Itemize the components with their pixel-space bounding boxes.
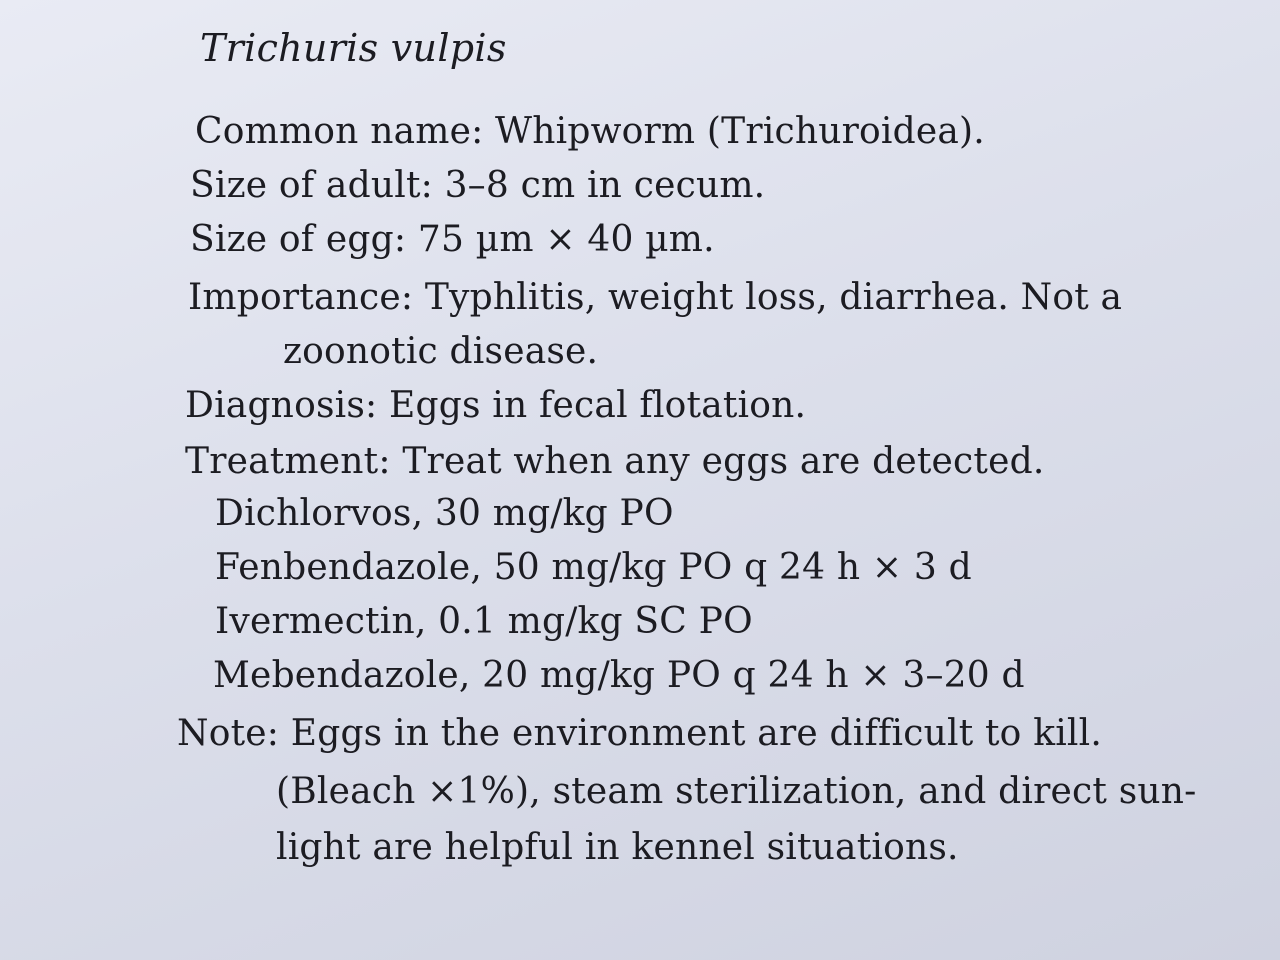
drug-line: Fenbendazole, 50 mg/kg PO q 24 h × 3 d xyxy=(215,547,972,588)
adult-size-line: Size of adult: 3–8 cm in cecum. xyxy=(190,165,766,206)
note-line-3: light are helpful in kennel situations. xyxy=(276,827,959,868)
species-title: Trichuris vulpis xyxy=(200,26,507,70)
treatment-line: Treatment: Treat when any eggs are detected. xyxy=(185,441,1045,482)
drug-line: Mebendazole, 20 mg/kg PO q 24 h × 3–20 d xyxy=(213,655,1025,696)
note-line-1: Note: Eggs in the environment are difficult to kill. xyxy=(177,713,1102,754)
diagnosis-line: Diagnosis: Eggs in fecal flotation. xyxy=(185,385,807,426)
drug-line: Ivermectin, 0.1 mg/kg SC PO xyxy=(215,601,753,642)
drug-line: Dichlorvos, 30 mg/kg PO xyxy=(215,493,674,534)
importance-line-2: zoonotic disease. xyxy=(283,331,599,372)
common-name-line: Common name: Whipworm (Trichuroidea). xyxy=(195,111,985,152)
note-line-2: (Bleach ×1%), steam sterilization, and direct sun- xyxy=(276,771,1197,812)
importance-line-1: Importance: Typhlitis, weight loss, diarrhea. Not a xyxy=(188,277,1123,318)
egg-size-line: Size of egg: 75 µm × 40 µm. xyxy=(190,219,715,260)
